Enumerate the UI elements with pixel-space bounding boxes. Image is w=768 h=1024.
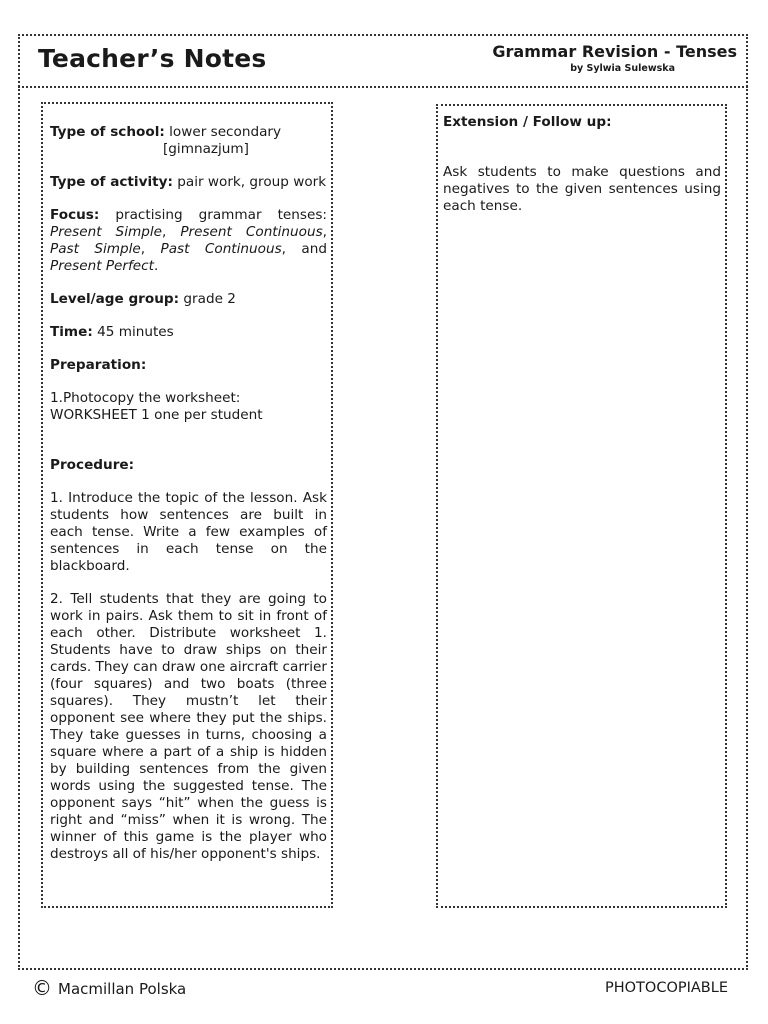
procedure-step-2: 2. Tell students that they are going to work in pairs. Ask them to sit in front of each other. Distribute worksheet 1. Students have to draw ships on their cards. They can draw one aircraft carrier (four squares) and two boats (three squares). They mustn’t let their opponent see where they put the ships. They take guesses in turns, choosing a square where a part of a ship is hidden by building sentences from the given words using the suggested tense. The opponent says “hit” when the guess is right and “miss” when it is wrong. The winner of this game is the player who destroys all of his/her opponent's ships. [50, 591, 327, 862]
tense-present-simple: Present Simple [50, 224, 162, 240]
school-type-value: lower secondary [169, 124, 282, 140]
tense-past-simple: Past Simple [50, 241, 141, 257]
focus: Focus: practising grammar tenses: Present Simple, Present Continuous, Past Simple, Past Continuous, and Present Perfect. [50, 207, 327, 274]
procedure-label: Procedure: [50, 457, 135, 473]
time-value: 45 minutes [97, 324, 174, 340]
activity-type-value: pair work, group work [177, 174, 327, 190]
photocopiable-label: PHOTOCOPIABLE [605, 980, 728, 996]
header-divider [18, 86, 748, 88]
preparation-steps [50, 390, 327, 424]
tense-present-continuous: Present Continuous [180, 224, 323, 240]
school-type [50, 124, 327, 158]
school-type-label: Type of school: [50, 124, 165, 140]
level-value: grade 2 [183, 291, 236, 307]
page-title: Teacher’s Notes [38, 44, 267, 73]
preparation-heading [50, 357, 327, 374]
and-word: and [301, 241, 327, 257]
author-byline: by Sylwia Sulewska [570, 63, 675, 74]
extension-label: Extension / Follow up: [443, 114, 612, 130]
time [50, 324, 327, 341]
focus-text: practising grammar tenses: [115, 207, 327, 223]
school-type-value-2: [gimnazjum] [163, 141, 249, 157]
activity-type [50, 174, 327, 191]
footer-publisher [32, 976, 186, 1000]
extension-text: Ask students to make questions and negatives to the given sentences using each tense. [443, 164, 721, 214]
document-title: Grammar Revision - Tenses [492, 42, 737, 61]
lesson-details [50, 124, 327, 879]
level [50, 291, 327, 308]
time-label: Time: [50, 324, 93, 340]
procedure-heading [50, 457, 327, 474]
tense-past-continuous: Past Continuous [160, 241, 282, 257]
extension-section [443, 114, 721, 231]
preparation-line-1: 1.Photocopy the worksheet: [50, 390, 241, 406]
preparation-label: Preparation: [50, 357, 147, 373]
activity-type-label: Type of activity: [50, 174, 173, 190]
procedure-step-1: 1. Introduce the topic of the lesson. Ask students how sentences are built in each tense. Write a few examples of sentences in each tense on the blackboard. [50, 490, 327, 574]
focus-label: Focus: [50, 207, 100, 223]
copyright-icon: © [32, 976, 52, 1000]
publisher-name: Macmillan Polska [58, 980, 187, 998]
level-label: Level/age group: [50, 291, 180, 307]
extension-heading [443, 114, 721, 131]
tense-present-perfect: Present Perfect [50, 258, 154, 274]
preparation-line-2: WORKSHEET 1 one per student [50, 407, 263, 423]
